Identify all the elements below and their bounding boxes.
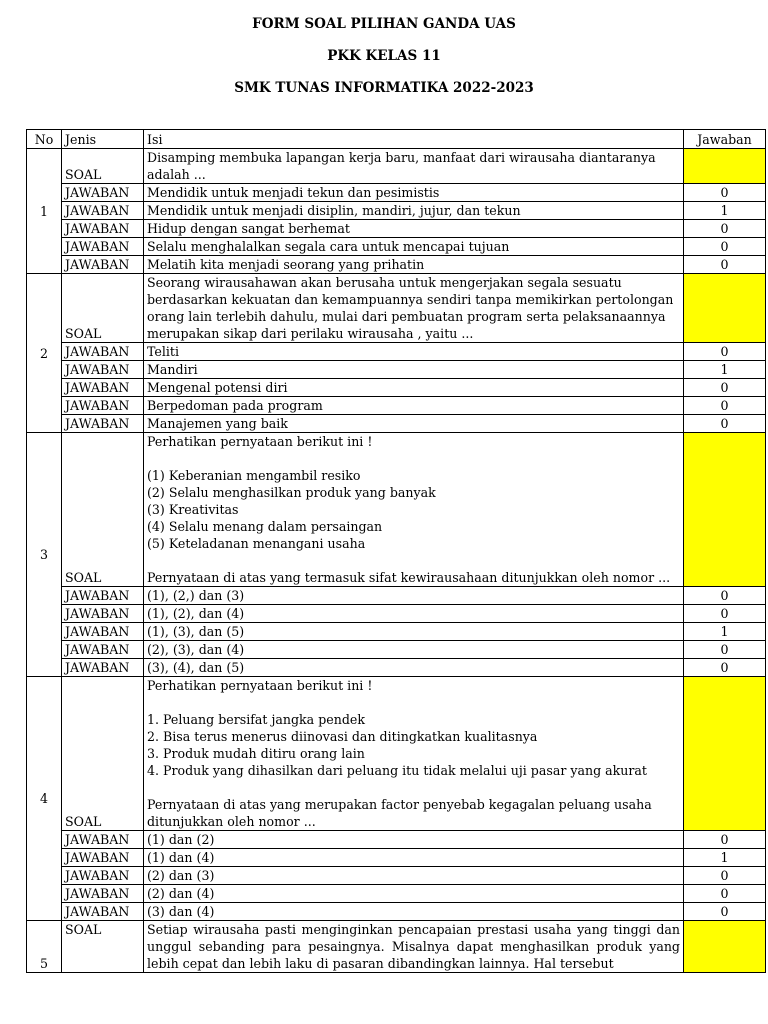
- soal-line: Pernyataan di atas yang merupakan factor penyebab kegagalan peluang usaha ditunjukkan oleh nomor ...: [147, 797, 652, 829]
- soal-row: [27, 433, 766, 587]
- jawaban-text: Mengenal potensi diri: [144, 379, 684, 397]
- jawaban-text: Teliti: [144, 343, 684, 361]
- jawaban-row: [27, 256, 766, 274]
- question-table: [26, 129, 766, 973]
- jawaban-row: [27, 903, 766, 921]
- jawaban-text: Mendidik untuk menjadi tekun dan pesimistis: [144, 184, 684, 202]
- jenis-jawaban-label: JAWABAN: [62, 903, 144, 921]
- soal-text: [144, 149, 684, 184]
- jawaban-row: [27, 220, 766, 238]
- jawaban-value: 0: [684, 867, 766, 885]
- jawaban-row: [27, 867, 766, 885]
- jawaban-value: 0: [684, 184, 766, 202]
- soal-spacer: [147, 694, 680, 711]
- col-header-no: No: [27, 130, 62, 149]
- form-header: [0, 16, 768, 97]
- jawaban-row: [27, 361, 766, 379]
- soal-line: 1. Peluang bersifat jangka pendek: [147, 712, 365, 727]
- jenis-soal-label: SOAL: [62, 433, 144, 587]
- soal-spacer: [147, 450, 680, 467]
- jawaban-row: [27, 659, 766, 677]
- soal-line: Seorang wirausahawan akan berusaha untuk mengerjakan segala sesuatu berdasarkan kekuatan dan kemampuannya sendiri tanpa memikirkan pertolongan orang lain terlebih dahulu, mulai dari pembuatan program serta pelaksanaannya merupakan sikap dari perilaku wirausaha , yaitu ...: [147, 275, 674, 341]
- soal-row: [27, 274, 766, 343]
- soal-line: (2) Selalu menghasilkan produk yang banyak: [147, 485, 436, 500]
- jenis-jawaban-label: JAWABAN: [62, 220, 144, 238]
- soal-row: [27, 677, 766, 831]
- soal-answer-highlight: [684, 433, 766, 587]
- jawaban-text: Melatih kita menjadi seorang yang prihatin: [144, 256, 684, 274]
- jenis-jawaban-label: JAWABAN: [62, 849, 144, 867]
- soal-text: [144, 677, 684, 831]
- jawaban-text: Mendidik untuk menjadi disiplin, mandiri, jujur, dan tekun: [144, 202, 684, 220]
- jawaban-text: (1), (2,) dan (3): [144, 587, 684, 605]
- jawaban-text: Mandiri: [144, 361, 684, 379]
- jawaban-value: 0: [684, 605, 766, 623]
- jenis-jawaban-label: JAWABAN: [62, 379, 144, 397]
- jawaban-value: 1: [684, 361, 766, 379]
- jawaban-value: 0: [684, 641, 766, 659]
- question-number: 1: [27, 149, 62, 274]
- soal-answer-highlight: [684, 149, 766, 184]
- jawaban-value: 0: [684, 238, 766, 256]
- jawaban-value: 0: [684, 343, 766, 361]
- jawaban-text: (2) dan (3): [144, 867, 684, 885]
- jawaban-row: [27, 238, 766, 256]
- jawaban-row: [27, 397, 766, 415]
- jenis-jawaban-label: JAWABAN: [62, 885, 144, 903]
- jawaban-row: [27, 831, 766, 849]
- jawaban-value: 0: [684, 379, 766, 397]
- col-header-jawaban: Jawaban: [684, 130, 766, 149]
- soal-text: [144, 274, 684, 343]
- jenis-jawaban-label: JAWABAN: [62, 831, 144, 849]
- soal-line: (4) Selalu menang dalam persaingan: [147, 519, 383, 534]
- soal-answer-highlight: [684, 921, 766, 973]
- soal-answer-highlight: [684, 677, 766, 831]
- jawaban-row: [27, 605, 766, 623]
- soal-text: [144, 921, 684, 973]
- jawaban-text: (1) dan (4): [144, 849, 684, 867]
- soal-line: 3. Produk mudah ditiru orang lain: [147, 746, 365, 761]
- question-table-body: [27, 149, 766, 973]
- form-title: FORM SOAL PILIHAN GANDA UAS: [252, 16, 516, 32]
- jenis-jawaban-label: JAWABAN: [62, 256, 144, 274]
- col-header-isi: Isi: [144, 130, 684, 149]
- jawaban-text: (2) dan (4): [144, 885, 684, 903]
- soal-line: 4. Produk yang dihasilkan dari peluang itu tidak melalui uji pasar yang akurat: [147, 763, 647, 778]
- jenis-soal-label: SOAL: [62, 274, 144, 343]
- jenis-jawaban-label: JAWABAN: [62, 641, 144, 659]
- table-header-row: [27, 130, 766, 149]
- soal-line: (5) Keteladanan menangani usaha: [147, 536, 366, 551]
- jenis-jawaban-label: JAWABAN: [62, 623, 144, 641]
- jawaban-value: 1: [684, 849, 766, 867]
- jenis-jawaban-label: JAWABAN: [62, 587, 144, 605]
- jawaban-text: (3) dan (4): [144, 903, 684, 921]
- soal-answer-highlight: [684, 274, 766, 343]
- jawaban-row: [27, 849, 766, 867]
- form-subject: PKK KELAS 11: [327, 48, 441, 64]
- form-school: SMK TUNAS INFORMATIKA 2022-2023: [234, 80, 534, 96]
- jenis-soal-label: SOAL: [62, 677, 144, 831]
- jenis-jawaban-label: JAWABAN: [62, 184, 144, 202]
- jawaban-text: (1), (2), dan (4): [144, 605, 684, 623]
- jawaban-value: 0: [684, 903, 766, 921]
- question-number: 2: [27, 274, 62, 433]
- soal-line: Perhatikan pernyataan berikut ini !: [147, 434, 373, 449]
- soal-line: 2. Bisa terus menerus diinovasi dan ditingkatkan kualitasnya: [147, 729, 538, 744]
- question-number: 3: [27, 433, 62, 677]
- jawaban-value: 0: [684, 397, 766, 415]
- soal-row: [27, 921, 766, 973]
- jenis-soal-label: SOAL: [62, 921, 144, 973]
- soal-spacer: [147, 552, 680, 569]
- jenis-soal-label: SOAL: [62, 149, 144, 184]
- jenis-jawaban-label: JAWABAN: [62, 867, 144, 885]
- jawaban-text: Selalu menghalalkan segala cara untuk mencapai tujuan: [144, 238, 684, 256]
- jawaban-value: 1: [684, 202, 766, 220]
- jawaban-text: Manajemen yang baik: [144, 415, 684, 433]
- jawaban-value: 0: [684, 415, 766, 433]
- jenis-jawaban-label: JAWABAN: [62, 361, 144, 379]
- jawaban-row: [27, 587, 766, 605]
- soal-line: Pernyataan di atas yang termasuk sifat kewirausahaan ditunjukkan oleh nomor ...: [147, 570, 671, 585]
- jawaban-row: [27, 885, 766, 903]
- question-number: 4: [27, 677, 62, 921]
- question-number: 5: [27, 921, 62, 973]
- soal-spacer: [147, 779, 680, 796]
- jawaban-row: [27, 343, 766, 361]
- jawaban-row: [27, 379, 766, 397]
- jenis-jawaban-label: JAWABAN: [62, 238, 144, 256]
- jawaban-value: 1: [684, 623, 766, 641]
- soal-text: [144, 433, 684, 587]
- soal-line: Disamping membuka lapangan kerja baru, manfaat dari wirausaha diantaranya adalah ...: [147, 150, 656, 182]
- jawaban-row: [27, 184, 766, 202]
- jawaban-value: 0: [684, 256, 766, 274]
- soal-row: [27, 149, 766, 184]
- jawaban-text: (1), (3), dan (5): [144, 623, 684, 641]
- jenis-jawaban-label: JAWABAN: [62, 605, 144, 623]
- soal-line: Setiap wirausaha pasti menginginkan pencapaian prestasi usaha yang tinggi dan unggul sebanding para pesaingnya. Misalnya dapat menghasilkan produk yang lebih cepat dan lebih laku di pasaran dibandingkan lainnya. Hal tersebut: [147, 922, 680, 971]
- jawaban-text: (1) dan (2): [144, 831, 684, 849]
- jawaban-text: Hidup dengan sangat berhemat: [144, 220, 684, 238]
- jawaban-row: [27, 641, 766, 659]
- jawaban-row: [27, 623, 766, 641]
- jawaban-text: Berpedoman pada program: [144, 397, 684, 415]
- jenis-jawaban-label: JAWABAN: [62, 343, 144, 361]
- jenis-jawaban-label: JAWABAN: [62, 397, 144, 415]
- jenis-jawaban-label: JAWABAN: [62, 659, 144, 677]
- jawaban-value: 0: [684, 220, 766, 238]
- jawaban-text: (2), (3), dan (4): [144, 641, 684, 659]
- jawaban-value: 0: [684, 885, 766, 903]
- soal-line: Perhatikan pernyataan berikut ini !: [147, 678, 373, 693]
- soal-line: (1) Keberanian mengambil resiko: [147, 468, 361, 483]
- jawaban-value: 0: [684, 831, 766, 849]
- jawaban-row: [27, 202, 766, 220]
- soal-line: (3) Kreativitas: [147, 502, 239, 517]
- jawaban-value: 0: [684, 587, 766, 605]
- jawaban-value: 0: [684, 659, 766, 677]
- jawaban-row: [27, 415, 766, 433]
- col-header-jenis: Jenis: [62, 130, 144, 149]
- jenis-jawaban-label: JAWABAN: [62, 202, 144, 220]
- jawaban-text: (3), (4), dan (5): [144, 659, 684, 677]
- jenis-jawaban-label: JAWABAN: [62, 415, 144, 433]
